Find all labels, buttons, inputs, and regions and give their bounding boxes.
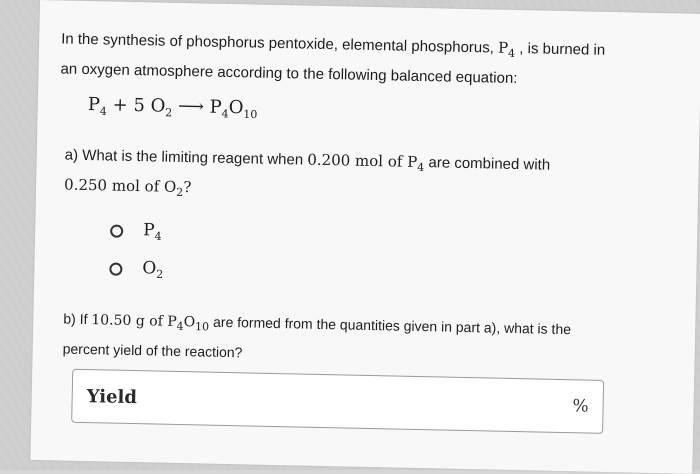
- intro-text-end: , is burned in: [514, 39, 606, 59]
- question-intro: [60, 26, 661, 94]
- option-label: $O_2$: [142, 258, 164, 281]
- yield-input[interactable]: [71, 369, 604, 434]
- part-a-question: a) What is the limiting reagent when 0.200 mol of $P_4$ are combined with 0.250 mol of $O_2$?: [63, 146, 551, 200]
- yield-label: Yield: [86, 385, 138, 408]
- radio-button-icon[interactable]: [109, 262, 122, 275]
- part-b-question: b) If 10.50 g of $P_4O_{10}$ are formed from the quantities given in part a), what is the percent yield of the reaction?: [62, 310, 572, 361]
- radio-button-icon[interactable]: [110, 224, 123, 237]
- option-label: $P_4$: [142, 220, 162, 243]
- option-o2[interactable]: [109, 250, 164, 289]
- phosphorus-subscript: 4: [507, 46, 516, 60]
- intro-line-2: an oxygen atmosphere according to the following balanced equation:: [60, 60, 518, 88]
- balanced-equation: $P_4 + 5$ $O_2$ ⟶ $P_4O_{10}$: [87, 94, 258, 122]
- phosphorus-symbol: P: [497, 38, 509, 57]
- answer-options: [109, 212, 165, 289]
- intro-text: In the synthesis of phosphorus pentoxide, elemental phosphorus,: [61, 30, 499, 57]
- option-p4[interactable]: [110, 212, 165, 251]
- question-card: [30, 0, 700, 474]
- percent-unit: %: [572, 396, 589, 417]
- reaction-arrow: ⟶: [172, 95, 210, 118]
